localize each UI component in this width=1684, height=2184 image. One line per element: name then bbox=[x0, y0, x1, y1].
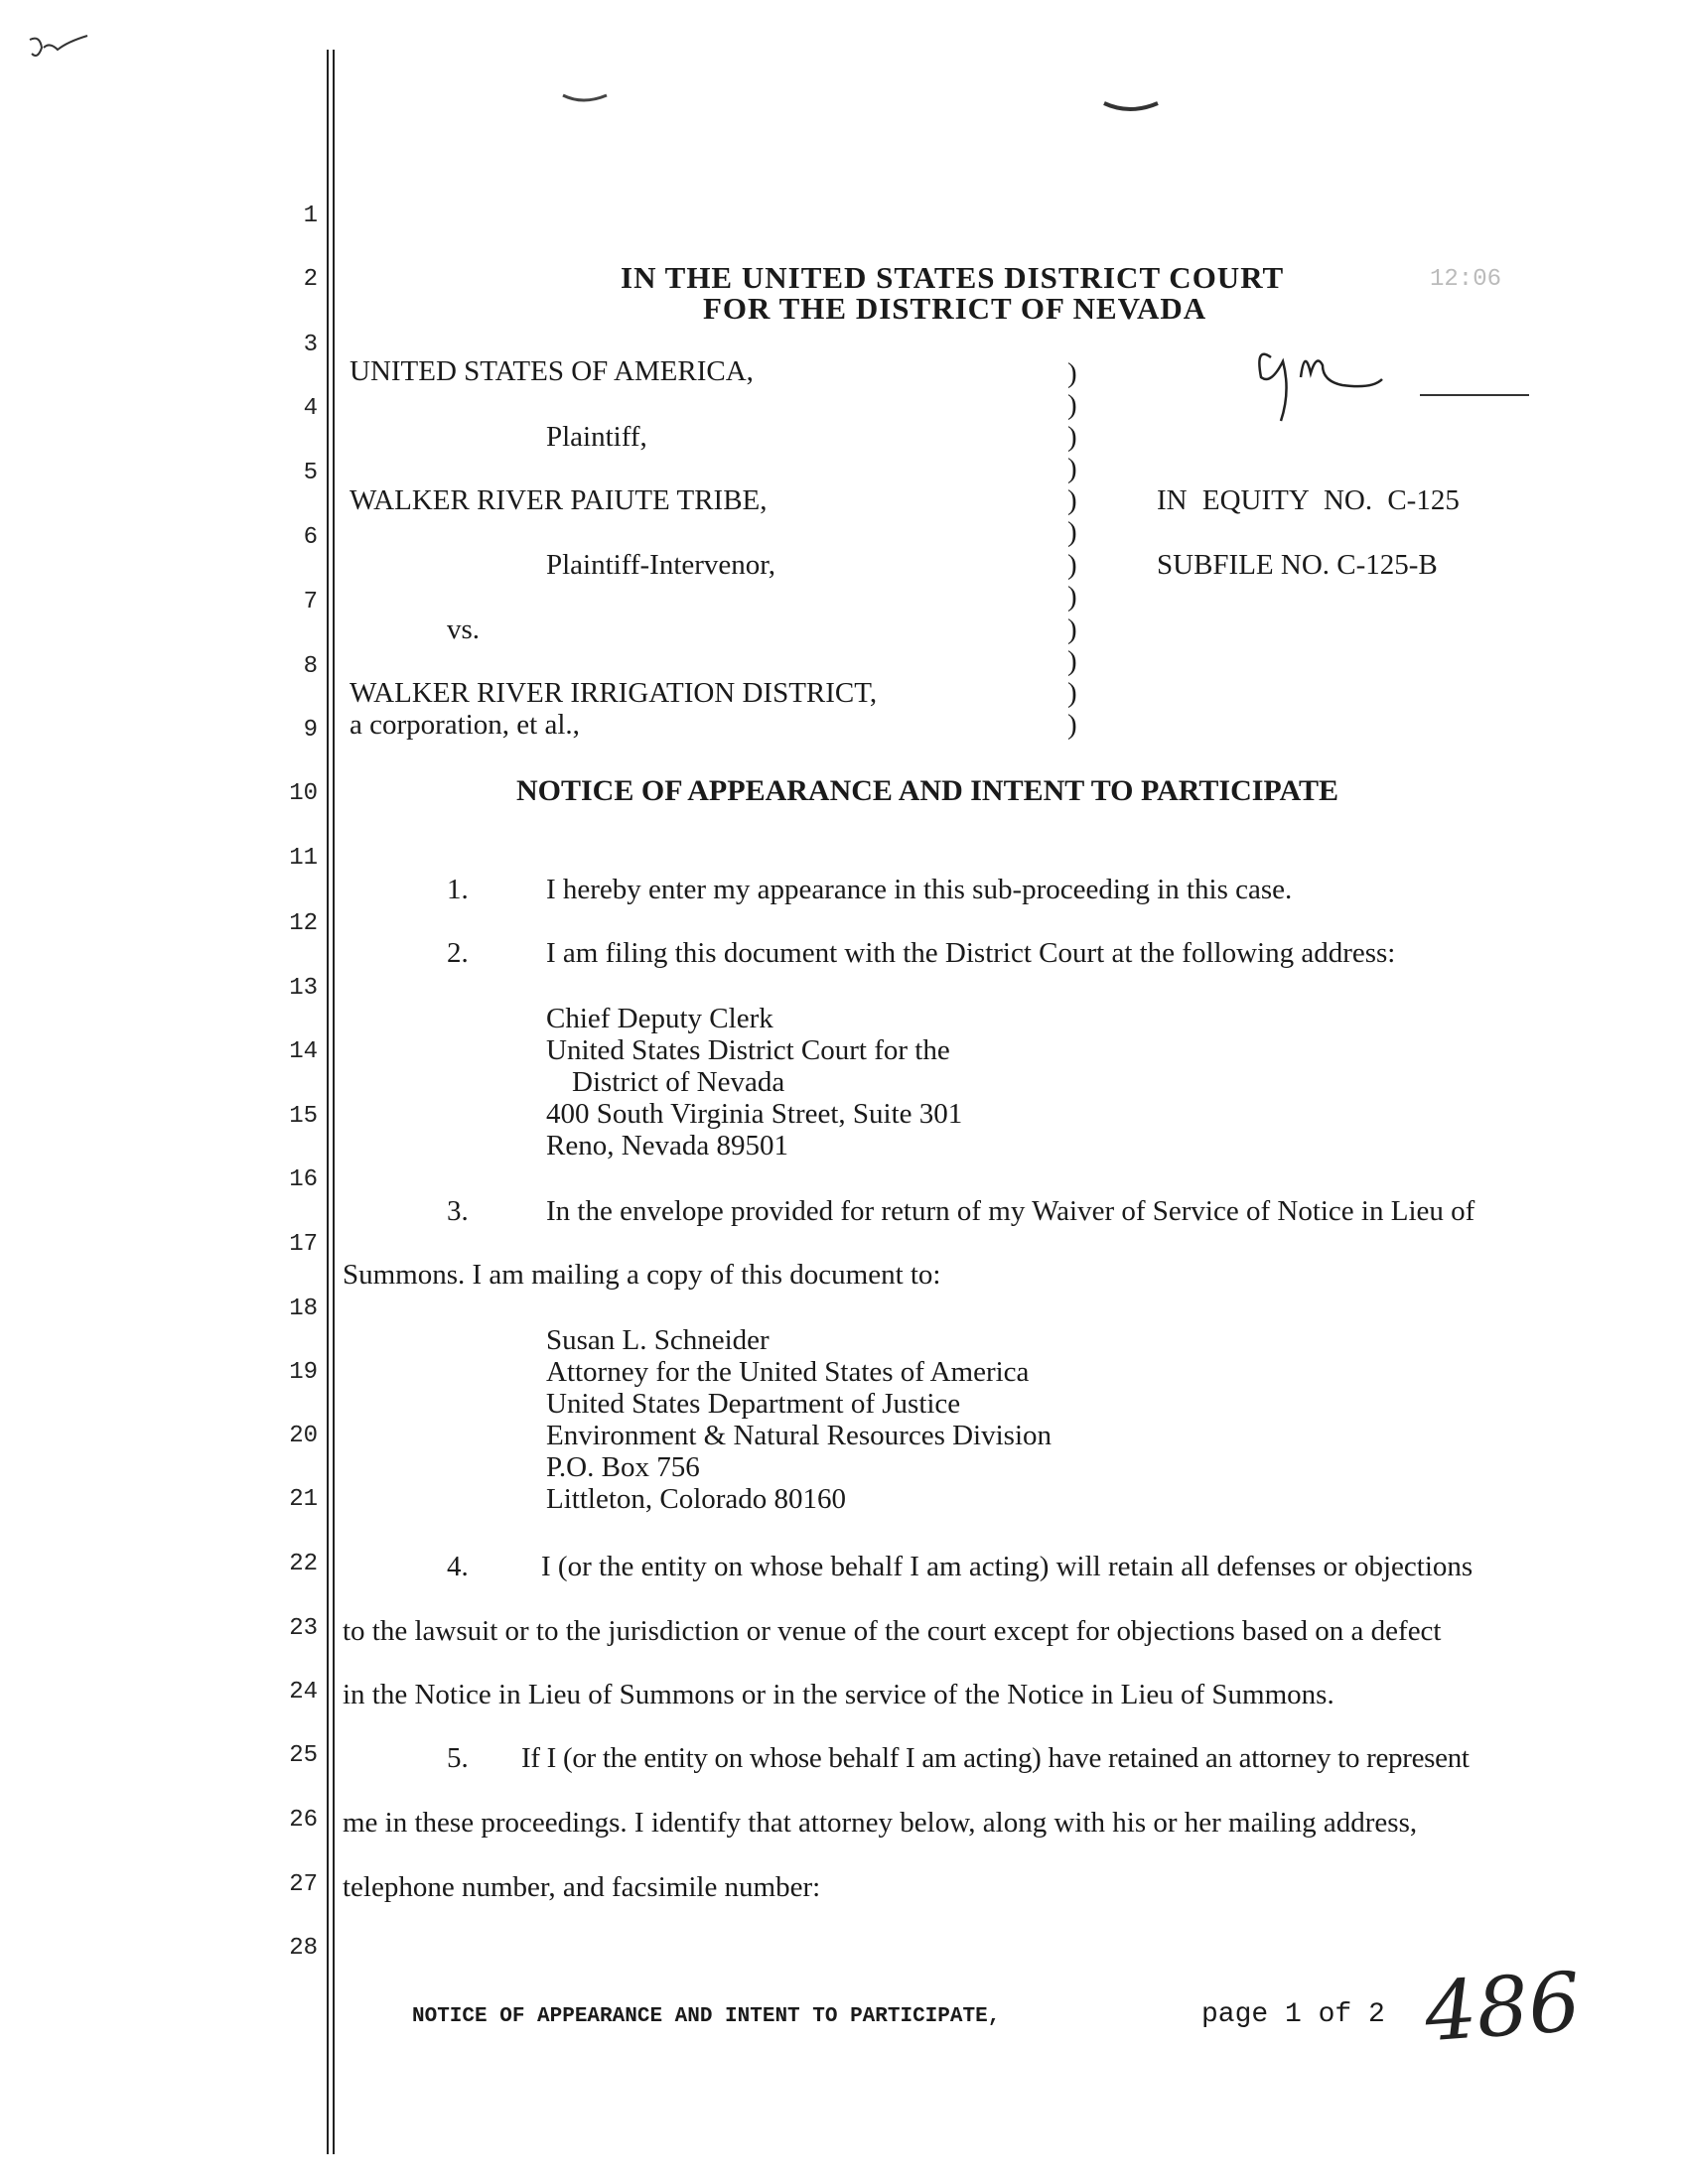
document-title: NOTICE OF APPEARANCE AND INTENT TO PARTICIPATE bbox=[516, 774, 1338, 807]
party-defendant: WALKER RIVER IRRIGATION DISTRICT, bbox=[350, 677, 878, 709]
party-defendant-cont: a corporation, et al., bbox=[350, 709, 580, 741]
caption-paren: ) bbox=[1067, 677, 1077, 709]
line-number: 14 bbox=[289, 1038, 318, 1065]
address-line: United States District Court for the bbox=[546, 1034, 950, 1066]
item-text: If I (or the entity on whose behalf I am acting) have retained an attorney to represent bbox=[521, 1742, 1470, 1774]
line-number: 24 bbox=[289, 1679, 318, 1706]
case-number: IN EQUITY NO. C-125 bbox=[1157, 484, 1460, 516]
line-number: 25 bbox=[289, 1742, 318, 1769]
item-number: 4. bbox=[447, 1551, 469, 1582]
address-line: United States Department of Justice bbox=[546, 1388, 961, 1420]
party-plaintiff: UNITED STATES OF AMERICA, bbox=[350, 355, 754, 387]
item-number: 1. bbox=[447, 874, 469, 905]
line-number: 10 bbox=[289, 780, 318, 807]
line-number: 11 bbox=[289, 845, 318, 872]
item-text-cont: to the lawsuit or to the jurisdiction or venue of the court except for objections based on a defect bbox=[343, 1615, 1442, 1647]
filed-stamp-fragment: 12:06 bbox=[1430, 266, 1502, 293]
footer-page: page 1 of 2 bbox=[1201, 1999, 1385, 2030]
item-text: I am filing this document with the District Court at the following address: bbox=[546, 937, 1396, 969]
line-number: 26 bbox=[289, 1807, 318, 1834]
court-heading-line2: FOR THE DISTRICT OF NEVADA bbox=[703, 291, 1207, 326]
address-line: 400 South Virginia Street, Suite 301 bbox=[546, 1098, 963, 1130]
item-text: I hereby enter my appearance in this sub-proceeding in this case. bbox=[546, 874, 1293, 905]
role-intervenor: Plaintiff-Intervenor, bbox=[546, 549, 776, 581]
item-number: 5. bbox=[447, 1742, 469, 1774]
line-number: 2 bbox=[303, 266, 318, 293]
caption-paren: ) bbox=[1067, 614, 1077, 645]
line-number: 17 bbox=[289, 1231, 318, 1258]
line-number: 5 bbox=[303, 460, 318, 486]
caption-paren: ) bbox=[1067, 581, 1077, 613]
address-line: District of Nevada bbox=[572, 1066, 785, 1098]
versus: vs. bbox=[447, 614, 481, 645]
line-number: 12 bbox=[289, 910, 318, 937]
address-line: P.O. Box 756 bbox=[546, 1451, 700, 1483]
top-mark-1 bbox=[561, 89, 611, 109]
top-mark-2 bbox=[1102, 97, 1162, 117]
court-heading-line1: IN THE UNITED STATES DISTRICT COURT bbox=[621, 260, 1285, 295]
handwritten-number: 486 bbox=[1421, 1955, 1584, 2061]
caption-paren: ) bbox=[1067, 421, 1077, 453]
caption-paren: ) bbox=[1067, 549, 1077, 581]
address-line: Chief Deputy Clerk bbox=[546, 1003, 773, 1034]
line-number: 23 bbox=[289, 1615, 318, 1642]
address-line: Environment & Natural Resources Division bbox=[546, 1420, 1052, 1451]
item-number: 2. bbox=[447, 937, 469, 969]
item-number: 3. bbox=[447, 1195, 469, 1227]
line-number: 13 bbox=[289, 975, 318, 1002]
line-number: 4 bbox=[303, 395, 318, 422]
margin-rule-left bbox=[327, 50, 329, 2154]
address-line: Littleton, Colorado 80160 bbox=[546, 1483, 847, 1515]
line-number: 27 bbox=[289, 1871, 318, 1898]
margin-rule-right bbox=[333, 50, 335, 2154]
caption-paren: ) bbox=[1067, 389, 1077, 421]
item-text-cont: telephone number, and facsimile number: bbox=[343, 1871, 821, 1903]
corner-scribble bbox=[20, 30, 109, 79]
subfile-number: SUBFILE NO. C-125-B bbox=[1157, 549, 1438, 581]
line-number: 3 bbox=[303, 332, 318, 358]
line-number: 1 bbox=[303, 203, 318, 229]
caption-paren: ) bbox=[1067, 516, 1077, 548]
caption-paren: ) bbox=[1067, 453, 1077, 484]
court-address bbox=[546, 1003, 962, 1161]
address-line: Attorney for the United States of America bbox=[546, 1356, 1030, 1388]
line-number: 6 bbox=[303, 524, 318, 551]
caption-paren: ) bbox=[1067, 357, 1077, 389]
line-number: 7 bbox=[303, 589, 318, 615]
item-text-cont: in the Notice in Lieu of Summons or in the service of the Notice in Lieu of Summons. bbox=[343, 1679, 1334, 1710]
line-number: 19 bbox=[289, 1359, 318, 1386]
role-plaintiff: Plaintiff, bbox=[546, 421, 647, 453]
line-number: 21 bbox=[289, 1486, 318, 1513]
line-number: 15 bbox=[289, 1103, 318, 1130]
line-number: 9 bbox=[303, 717, 318, 744]
item-text: In the envelope provided for return of my Waiver of Service of Notice in Lieu of bbox=[546, 1195, 1475, 1227]
caption-paren: ) bbox=[1067, 709, 1077, 741]
footer-title: NOTICE OF APPEARANCE AND INTENT TO PARTICIPATE, bbox=[412, 2005, 1001, 2028]
service-address bbox=[546, 1324, 1052, 1515]
caption-paren: ) bbox=[1067, 484, 1077, 516]
line-number: 16 bbox=[289, 1166, 318, 1193]
item-text-cont: Summons. I am mailing a copy of this document to: bbox=[343, 1259, 941, 1291]
address-line: Reno, Nevada 89501 bbox=[546, 1130, 789, 1161]
line-number: 18 bbox=[289, 1296, 318, 1322]
caption-paren: ) bbox=[1067, 645, 1077, 677]
item-text-cont: me in these proceedings. I identify that attorney below, along with his or her mailing address, bbox=[343, 1807, 1418, 1839]
line-number: 22 bbox=[289, 1551, 318, 1577]
initials-signature bbox=[1231, 318, 1549, 427]
line-number: 8 bbox=[303, 653, 318, 680]
line-number: 28 bbox=[289, 1935, 318, 1962]
address-line: Susan L. Schneider bbox=[546, 1324, 770, 1356]
line-number: 20 bbox=[289, 1423, 318, 1449]
party-intervenor: WALKER RIVER PAIUTE TRIBE, bbox=[350, 484, 768, 516]
item-text: I (or the entity on whose behalf I am acting) will retain all defenses or objections bbox=[541, 1551, 1474, 1582]
